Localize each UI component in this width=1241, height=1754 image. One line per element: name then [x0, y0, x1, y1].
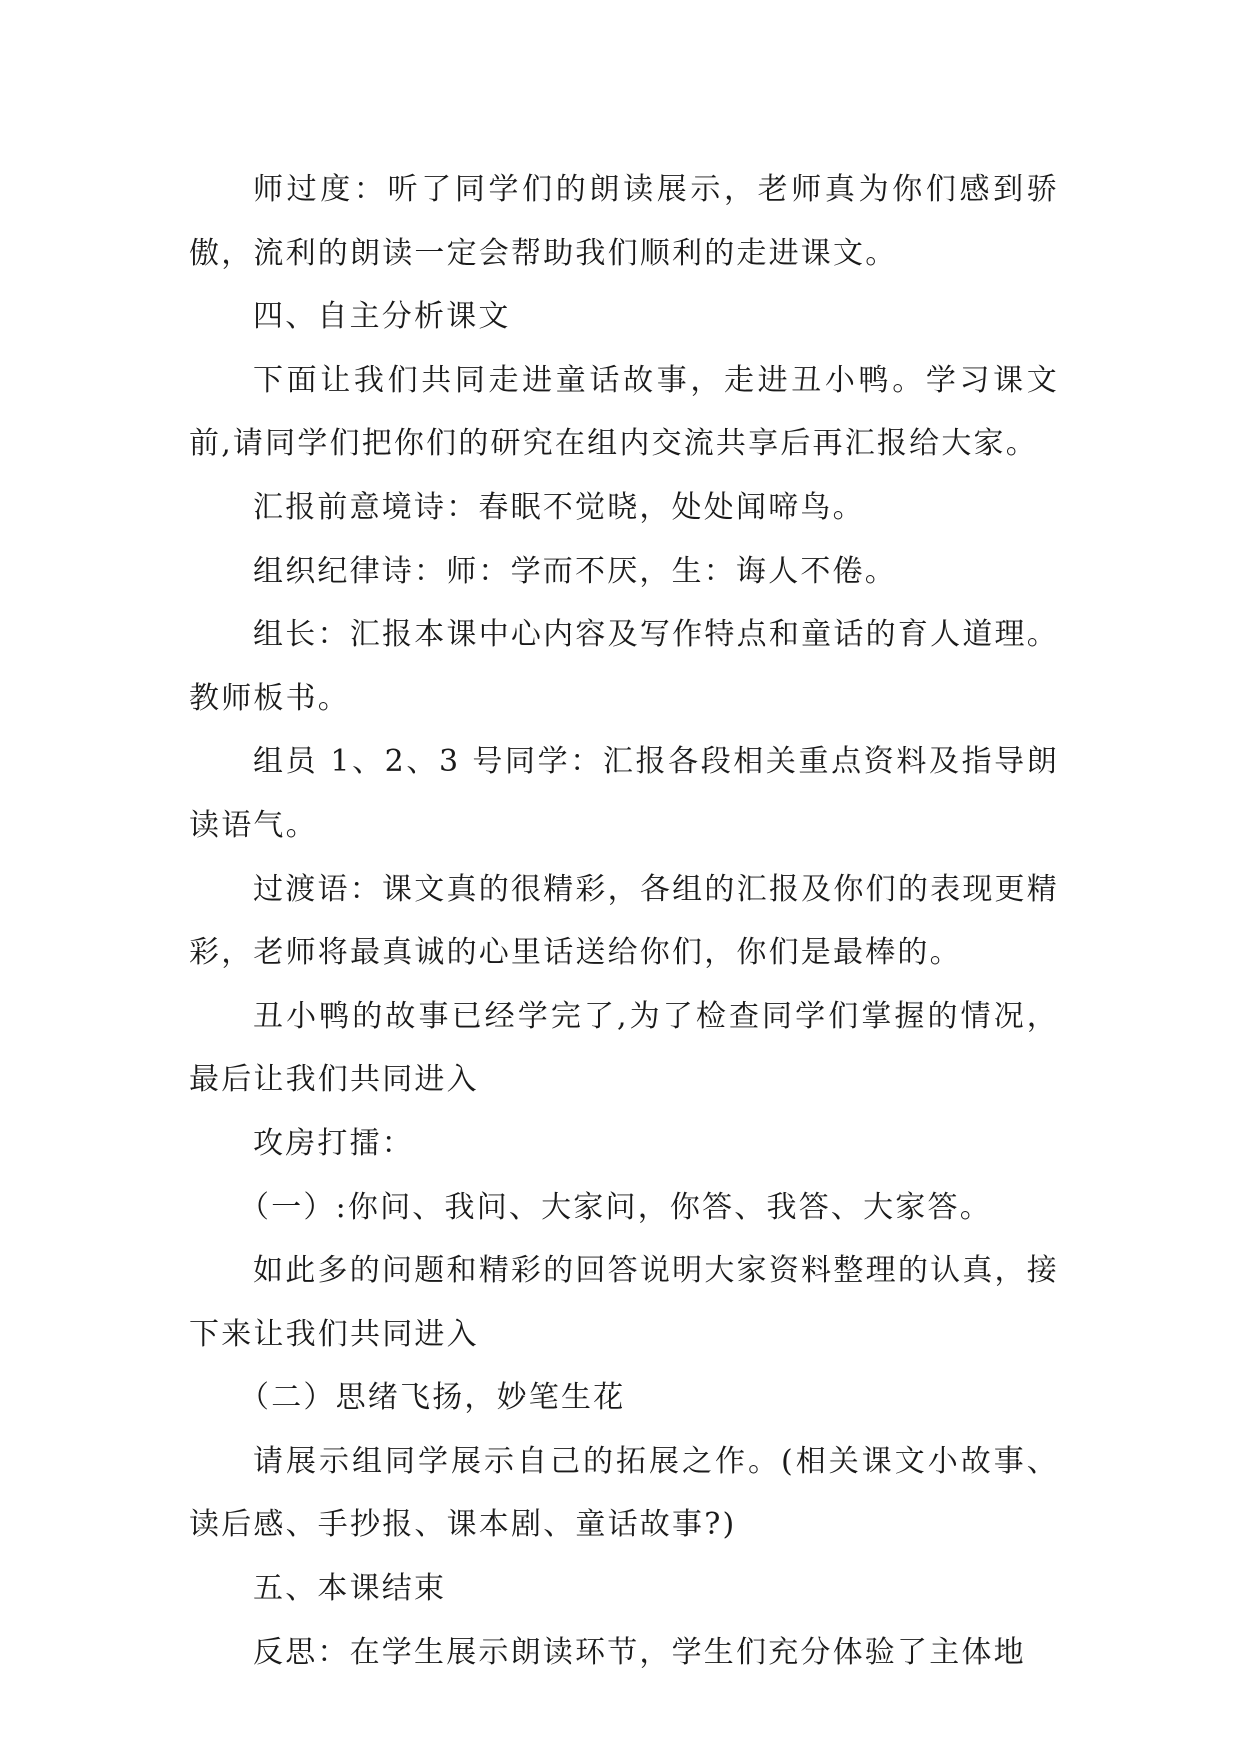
paragraph-intro: 下面让我们共同走进童话故事，走进丑小鸭。学习课文前,请同学们把你们的研究在组内交流共享后再汇报给大家。: [189, 362, 1059, 462]
paragraph-group-members: 组员 1、2、3 号同学：汇报各段相关重点资料及指导朗读语气。: [189, 744, 1059, 843]
paragraph-reflection: 反思：在学生展示朗读环节，学生们充分体验了主体地: [253, 1634, 1026, 1670]
paragraph-group-leader: 组长：汇报本课中心内容及写作特点和童话的育人道理。教师板书。: [189, 617, 1059, 716]
paragraph-questions: 如此多的问题和精彩的回答说明大家资料整理的认真，接下来让我们共同进入: [189, 1253, 1059, 1352]
subsection-2: （二）思绪飞扬，妙笔生花: [239, 1380, 626, 1416]
paragraph-challenge: 攻房打擂：: [253, 1125, 414, 1161]
paragraph-story-finished: 丑小鸭的故事已经学完了,为了检查同学们掌握的情况，最后让我们共同进入: [189, 998, 1059, 1098]
paragraph-poem-2: 组织纪律诗：师：学而不厌，生：诲人不倦。: [253, 553, 897, 589]
section-heading-4: 四、自主分析课文: [253, 299, 511, 335]
paragraph-teacher-transition: 师过度：听了同学们的朗读展示，老师真为你们感到骄傲，流利的朗读一定会帮助我们顺利的走进课文。: [189, 172, 1059, 271]
document-body: [189, 158, 1059, 1684]
section-heading-5: 五、本课结束: [253, 1571, 447, 1607]
paragraph-showcase: 请展示组同学展示自己的拓展之作。(相关课文小故事、读后感、手抄报、课本剧、童话故事?): [189, 1443, 1059, 1543]
paragraph-transition-words: 过渡语：课文真的很精彩，各组的汇报及你们的表现更精彩，老师将最真诚的心里话送给你们，你们是最棒的。: [189, 871, 1059, 971]
paragraph-poem-1: 汇报前意境诗：春眠不觉晓，处处闻啼鸟。: [253, 489, 865, 525]
subsection-1: （一）:你问、我问、大家问，你答、我答、大家答。: [239, 1189, 992, 1225]
